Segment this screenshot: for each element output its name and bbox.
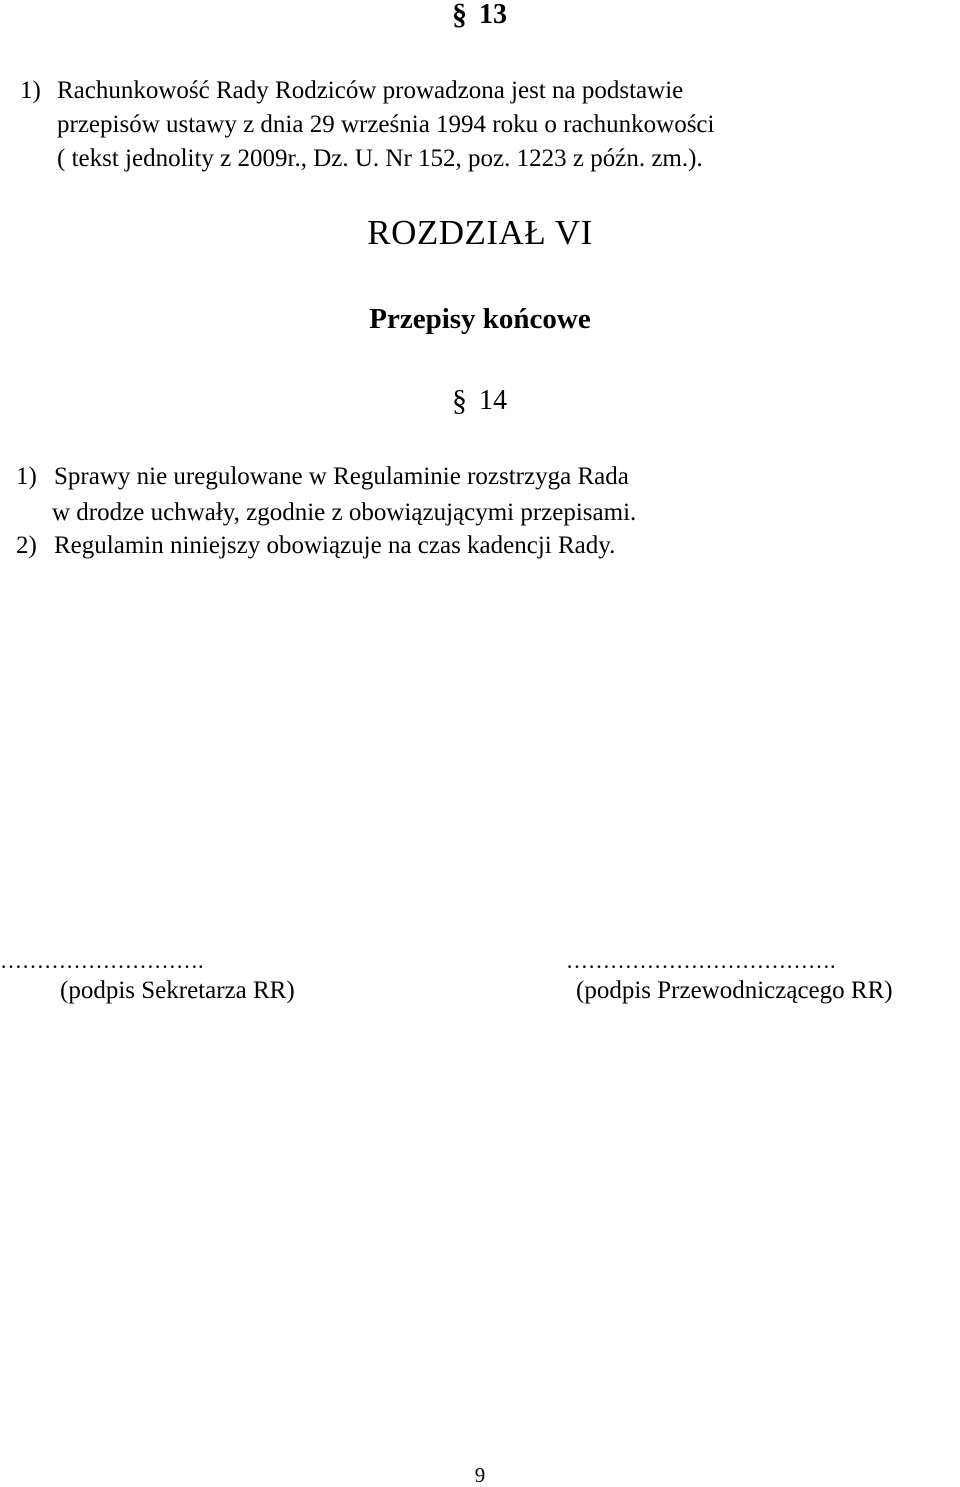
- section-14-item-1-marker: 1): [16, 463, 37, 490]
- section-number: 13: [479, 0, 507, 30]
- page-number: 9: [474, 1463, 486, 1487]
- paragraph-sign: §: [452, 384, 467, 417]
- section-14-item-2-line-1: Regulamin niniejszy obowiązuje na czas kadencji Rady.: [54, 532, 616, 559]
- section-13-heading: [452, 0, 507, 30]
- paragraph-sign: §: [452, 0, 467, 31]
- section-14-item-1-line-2: w drodze uchwały, zgodnie z obowiązującymi przepisami.: [52, 499, 637, 526]
- section-13-item-1-line-3: ( tekst jednolity z 2009r., Dz. U. Nr 152, poz. 1223 z późn. zm.).: [57, 145, 703, 172]
- section-14-item-2-marker: 2): [16, 532, 37, 559]
- signature-line-secretary: ……………………….: [0, 948, 204, 973]
- section-13-item-1-line-1: Rachunkowość Rady Rodziców prowadzona jest na podstawie: [57, 77, 684, 104]
- section-number: 14: [479, 385, 507, 416]
- signature-label-chairperson: (podpis Przewodniczącego RR): [576, 977, 893, 1004]
- section-14-item-1-line-1: Sprawy nie uregulowane w Regulaminie rozstrzyga Rada: [54, 463, 629, 490]
- section-14-heading: [452, 386, 507, 416]
- section-13-item-1-marker: 1): [20, 77, 41, 104]
- section-13-item-1-line-2: przepisów ustawy z dnia 29 września 1994 roku o rachunkowości: [57, 111, 715, 138]
- signature-label-secretary: (podpis Sekretarza RR): [60, 977, 295, 1004]
- signature-line-chairperson: ……………………………….: [566, 948, 836, 973]
- chapter-heading: ROZDZIAŁ VI: [367, 213, 593, 252]
- chapter-title: Przepisy końcowe: [369, 303, 591, 335]
